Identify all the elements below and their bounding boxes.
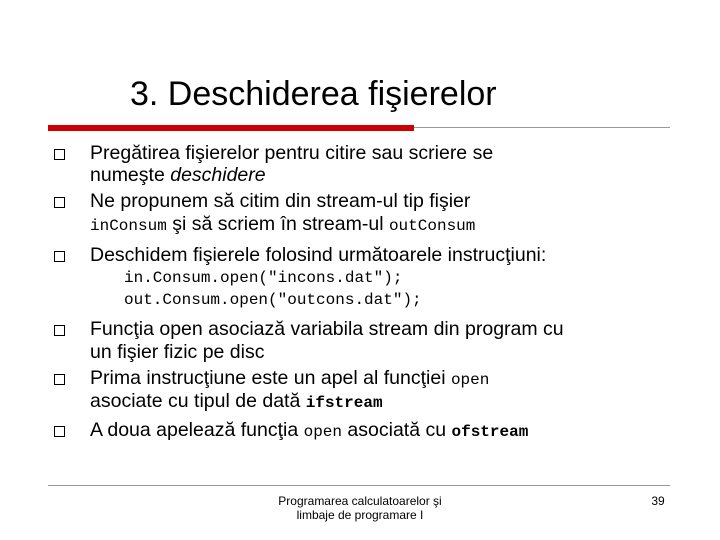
- bullet-6-text-2: asociată cu: [342, 419, 452, 441]
- bullet-1-line-1: Pregătirea fişierelor pentru citire sau scriere se: [90, 142, 494, 164]
- bullet-5-line-1: [90, 367, 489, 391]
- code-ifstream: ifstream: [305, 394, 383, 412]
- bullet-6-text: A doua apelează funcţia: [90, 419, 304, 441]
- page-number: 39: [651, 494, 665, 508]
- bullet-6-line-1: [90, 419, 528, 443]
- footer-line-1: Programarea calculatoarelor şi: [278, 494, 442, 508]
- code-line-2: out.Consum.open("outcons.dat");: [124, 291, 422, 309]
- bullet-2-line-1: Ne propunem să citim din stream-ul tip fişier: [90, 190, 471, 212]
- bullet-5-line-2: [90, 390, 383, 414]
- slide-title: 3. Deschiderea fişierelor: [130, 75, 497, 113]
- footer-divider-rule: [48, 485, 670, 486]
- hollow-square-bullet-icon: [54, 426, 65, 437]
- bullet-1-line-2: [90, 164, 266, 186]
- bullet-5-text-2: asociate cu tipul de dată: [90, 390, 306, 412]
- footer-line-2: limbaje de programare I: [296, 508, 424, 522]
- code-inconsum: inConsum: [90, 217, 167, 235]
- bullet-4-line-2: un fişier fizic pe disc: [90, 341, 265, 363]
- bullet-4-line-1: Funcţia open asociază variabila stream din program cu: [90, 318, 564, 340]
- code-line-1: in.Consum.open("incons.dat");: [124, 269, 403, 287]
- bullet-3-line-1: Deschidem fişierele folosind următoarele instrucţiuni:: [90, 244, 547, 266]
- bullet-5-text: Prima instrucţiune este un apel al funcţiei: [90, 367, 451, 389]
- hollow-square-bullet-icon: [54, 197, 65, 208]
- hollow-square-bullet-icon: [54, 251, 65, 262]
- term-deschidere: deschidere: [170, 164, 266, 186]
- hollow-square-bullet-icon: [54, 374, 65, 385]
- code-outconsum: outConsum: [388, 217, 476, 235]
- title-divider-rule: [414, 127, 670, 128]
- bullet-2-line-2: [90, 213, 475, 237]
- hollow-square-bullet-icon: [54, 325, 65, 336]
- code-open: open: [450, 371, 490, 389]
- code-ofstream: ofstream: [451, 423, 529, 441]
- title-accent-rule: [48, 125, 414, 131]
- hollow-square-bullet-icon: [54, 149, 65, 160]
- footer-course-title: [240, 494, 480, 522]
- code-open-2: open: [303, 423, 342, 441]
- bullet-2-text: şi să scriem în stream-ul: [166, 213, 389, 235]
- bullet-1-text: numeşte: [90, 164, 171, 186]
